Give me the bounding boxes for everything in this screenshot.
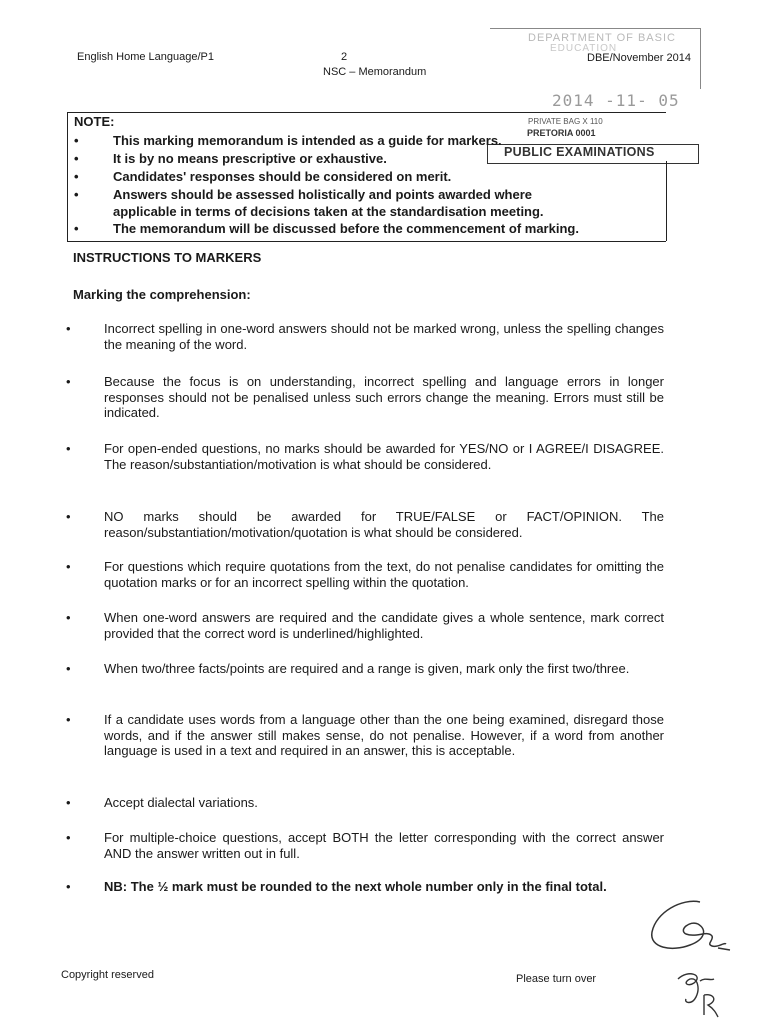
instruction-text: If a candidate uses words from a language other than the one being examined, disregard those words, and if the answer still makes sense, do not penalise. However, if a word from another language is used in a text and required in an answer, this is acceptable. — [104, 712, 664, 758]
page-number: 2 — [341, 51, 348, 63]
list-bullet: • — [66, 374, 71, 389]
instruction-text: When one-word answers are required and the candidate gives a whole sentence, mark correct provided that the correct word is underlined/highlighted. — [104, 610, 664, 641]
note-item-4-cont: applicable in terms of decisions taken at the standardisation meeting. — [113, 204, 544, 219]
note-bullet: • — [74, 133, 79, 148]
stamp-city: PRETORIA 0001 — [527, 128, 596, 138]
note-item-5: The memorandum will be discussed before the commencement of marking. — [113, 221, 579, 236]
list-bullet: • — [66, 610, 71, 625]
footer-copyright: Copyright reserved — [61, 969, 154, 981]
note-item-3: Candidates' responses should be considered on merit. — [113, 169, 452, 184]
list-bullet: • — [66, 795, 71, 810]
note-item-1: This marking memorandum is intended as a guide for markers. — [113, 133, 502, 148]
note-title: NOTE: — [74, 114, 115, 129]
list-bullet: • — [66, 879, 71, 894]
list-bullet: • — [66, 661, 71, 676]
instruction-text: For multiple-choice questions, accept BOTH the letter corresponding with the correct answer AND the answer written out in full. — [104, 830, 664, 861]
stamp-bag: PRIVATE BAG X 110 — [528, 117, 603, 126]
stamp-line2: EDUCATION — [550, 43, 618, 54]
header-subtitle: NSC – Memorandum — [323, 66, 427, 78]
footer-turn-over: Please turn over — [516, 973, 597, 985]
instructions-subheading: Marking the comprehension: — [73, 287, 251, 302]
note-bullet: • — [74, 151, 79, 166]
list-bullet: • — [66, 830, 71, 845]
list-bullet: • — [66, 559, 71, 574]
signature-initials — [642, 890, 742, 960]
instruction-text: NO marks should be awarded for TRUE/FALSE or FACT/OPINION. The reason/substantiation/motivation/quotation is what should be considered. — [104, 509, 664, 540]
instruction-text: Because the focus is on understanding, incorrect spelling and language errors in longer responses should not be penalised unless such errors change the meaning. Errors must still be indicated. — [104, 374, 664, 420]
instruction-text: Incorrect spelling in one-word answers should not be marked wrong, unless the spelling changes the meaning of the word. — [104, 321, 664, 352]
instruction-text: For open-ended questions, no marks should be awarded for YES/NO or I AGREE/I DISAGREE. The reason/substantiation/motivation is what should be considered. — [104, 441, 664, 472]
note-item-2: It is by no means prescriptive or exhaustive. — [113, 151, 387, 166]
note-bullet: • — [74, 169, 79, 184]
header-issuer: DBE/November 2014 — [587, 52, 691, 64]
header-subject: English Home Language/P1 — [77, 51, 214, 63]
instruction-text: Accept dialectal variations. — [104, 795, 258, 810]
instructions-heading: INSTRUCTIONS TO MARKERS — [73, 250, 262, 265]
stamp-date: 2014 -11- 05 — [552, 91, 680, 110]
list-bullet: • — [66, 441, 71, 456]
list-bullet: • — [66, 712, 71, 727]
instruction-text: NB: The ½ mark must be rounded to the next whole number only in the final total. — [104, 879, 607, 894]
note-bullet: • — [74, 187, 79, 202]
note-box — [67, 112, 666, 242]
stamp-line1: DEPARTMENT OF BASIC — [528, 32, 676, 44]
instruction-text: For questions which require quotations from the text, do not penalise candidates for omitting the quotation marks or for an incorrect spelling within the quotation. — [104, 559, 664, 590]
list-bullet: • — [66, 509, 71, 524]
note-item-4: Answers should be assessed holistically and points awarded where — [113, 187, 533, 202]
list-bullet: • — [66, 321, 71, 336]
signature-mark — [670, 965, 730, 1020]
stamp-office: PUBLIC EXAMINATIONS — [504, 145, 655, 159]
note-box-right-border — [666, 161, 667, 241]
note-bullet: • — [74, 221, 79, 236]
instruction-text: When two/three facts/points are required and a range is given, mark only the first two/three. — [104, 661, 630, 676]
